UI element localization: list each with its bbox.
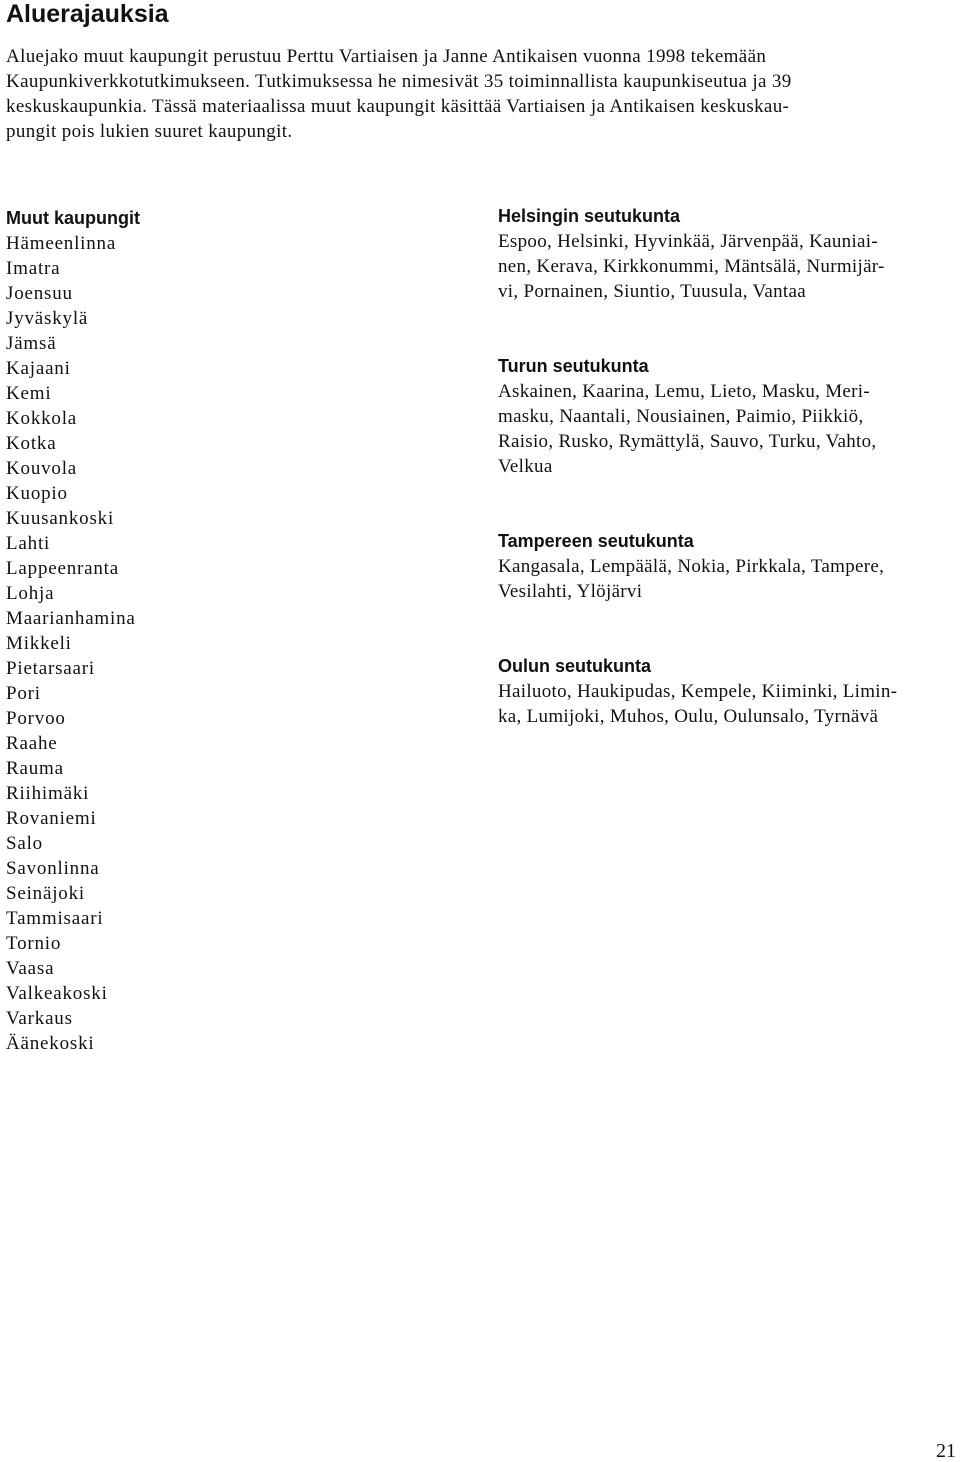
city-list-item: Rovaniemi bbox=[6, 808, 97, 829]
city-list-item: Kuopio bbox=[6, 483, 68, 504]
region-line: vi, Pornainen, Siuntio, Tuusula, Vantaa bbox=[498, 281, 806, 302]
region-section bbox=[498, 204, 960, 304]
region-line: Raisio, Rusko, Rymättylä, Sauvo, Turku, Vahto, bbox=[498, 431, 877, 452]
city-list-item: Äänekoski bbox=[6, 1033, 95, 1054]
region-line: Askainen, Kaarina, Lemu, Lieto, Masku, Meri- bbox=[498, 381, 870, 402]
city-list-item: Pietarsaari bbox=[6, 658, 95, 679]
city-list-item: Joensuu bbox=[6, 283, 73, 304]
city-list-item: Tammisaari bbox=[6, 908, 104, 929]
city-list-item: Riihimäki bbox=[6, 783, 90, 804]
region-line: masku, Naantali, Nousiainen, Paimio, Piikkiö, bbox=[498, 406, 864, 427]
region-line: Kangasala, Lempäälä, Nokia, Pirkkala, Tampere, bbox=[498, 556, 885, 577]
city-list-item: Kuusankoski bbox=[6, 508, 115, 529]
intro-line: Kaupunkiverkkotutkimukseen. Tutkimuksessa he nimesivät 35 toiminnallista kaupunkiseutua ja 39 bbox=[6, 71, 792, 92]
intro-line: pungit pois lukien suuret kaupungit. bbox=[6, 121, 293, 142]
region-heading: Oulun seutukunta bbox=[498, 656, 651, 676]
city-list-item: Varkaus bbox=[6, 1008, 73, 1029]
region-line: Velkua bbox=[498, 456, 553, 477]
region-line: ka, Lumijoki, Muhos, Oulu, Oulunsalo, Tyrnävä bbox=[498, 706, 879, 727]
city-list-item: Kouvola bbox=[6, 458, 78, 479]
region-heading: Turun seutukunta bbox=[498, 356, 649, 376]
city-list-item: Lohja bbox=[6, 583, 55, 604]
city-list-item: Pori bbox=[6, 683, 41, 704]
page-title: Aluerajauksia bbox=[6, 0, 169, 28]
other-cities-heading: Muut kaupungit bbox=[6, 208, 140, 228]
city-list-item: Lappeenranta bbox=[6, 558, 119, 579]
region-section bbox=[498, 654, 960, 729]
region-section bbox=[498, 354, 960, 479]
city-list-item: Seinäjoki bbox=[6, 883, 85, 904]
city-list-item: Imatra bbox=[6, 258, 61, 279]
region-municipalities bbox=[498, 554, 960, 604]
city-list-item: Kajaani bbox=[6, 358, 71, 379]
city-list-item: Hämeenlinna bbox=[6, 233, 117, 254]
city-list-item: Porvoo bbox=[6, 708, 66, 729]
regions-column bbox=[498, 204, 960, 779]
region-section bbox=[498, 529, 960, 604]
intro-paragraph bbox=[6, 44, 952, 144]
region-municipalities bbox=[498, 679, 960, 729]
other-cities-list bbox=[6, 231, 446, 1056]
city-list-item: Tornio bbox=[6, 933, 62, 954]
region-line: Espoo, Helsinki, Hyvinkää, Järvenpää, Kauniai- bbox=[498, 231, 878, 252]
region-municipalities bbox=[498, 379, 960, 479]
intro-line: Aluejako muut kaupungit perustuu Perttu Vartiaisen ja Janne Antikaisen vuonna 1998 tekemään bbox=[6, 46, 767, 67]
city-list-item: Kemi bbox=[6, 383, 52, 404]
region-line: Hailuoto, Haukipudas, Kempele, Kiiminki, Limin- bbox=[498, 681, 898, 702]
other-cities-section bbox=[6, 206, 446, 1056]
city-list-item: Jyväskylä bbox=[6, 308, 89, 329]
region-municipalities bbox=[498, 229, 960, 304]
region-heading: Tampereen seutukunta bbox=[498, 531, 694, 551]
city-list-item: Vaasa bbox=[6, 958, 55, 979]
city-list-item: Rauma bbox=[6, 758, 64, 779]
city-list-item: Kokkola bbox=[6, 408, 78, 429]
region-line: Vesilahti, Ylöjärvi bbox=[498, 581, 643, 602]
region-line: nen, Kerava, Kirkkonummi, Mäntsälä, Nurmijär- bbox=[498, 256, 885, 277]
city-list-item: Mikkeli bbox=[6, 633, 72, 654]
city-list-item: Lahti bbox=[6, 533, 51, 554]
city-list-item: Savonlinna bbox=[6, 858, 100, 879]
page-number: 21 bbox=[936, 1440, 956, 1462]
city-list-item: Valkeakoski bbox=[6, 983, 108, 1004]
city-list-item: Maarianhamina bbox=[6, 608, 136, 629]
city-list-item: Jämsä bbox=[6, 333, 57, 354]
city-list-item: Salo bbox=[6, 833, 43, 854]
city-list-item: Raahe bbox=[6, 733, 58, 754]
intro-line: keskuskaupunkia. Tässä materiaalissa muut kaupungit käsittää Vartiaisen ja Antikaisen keskuskau- bbox=[6, 96, 790, 117]
city-list-item: Kotka bbox=[6, 433, 57, 454]
region-heading: Helsingin seutukunta bbox=[498, 206, 681, 226]
